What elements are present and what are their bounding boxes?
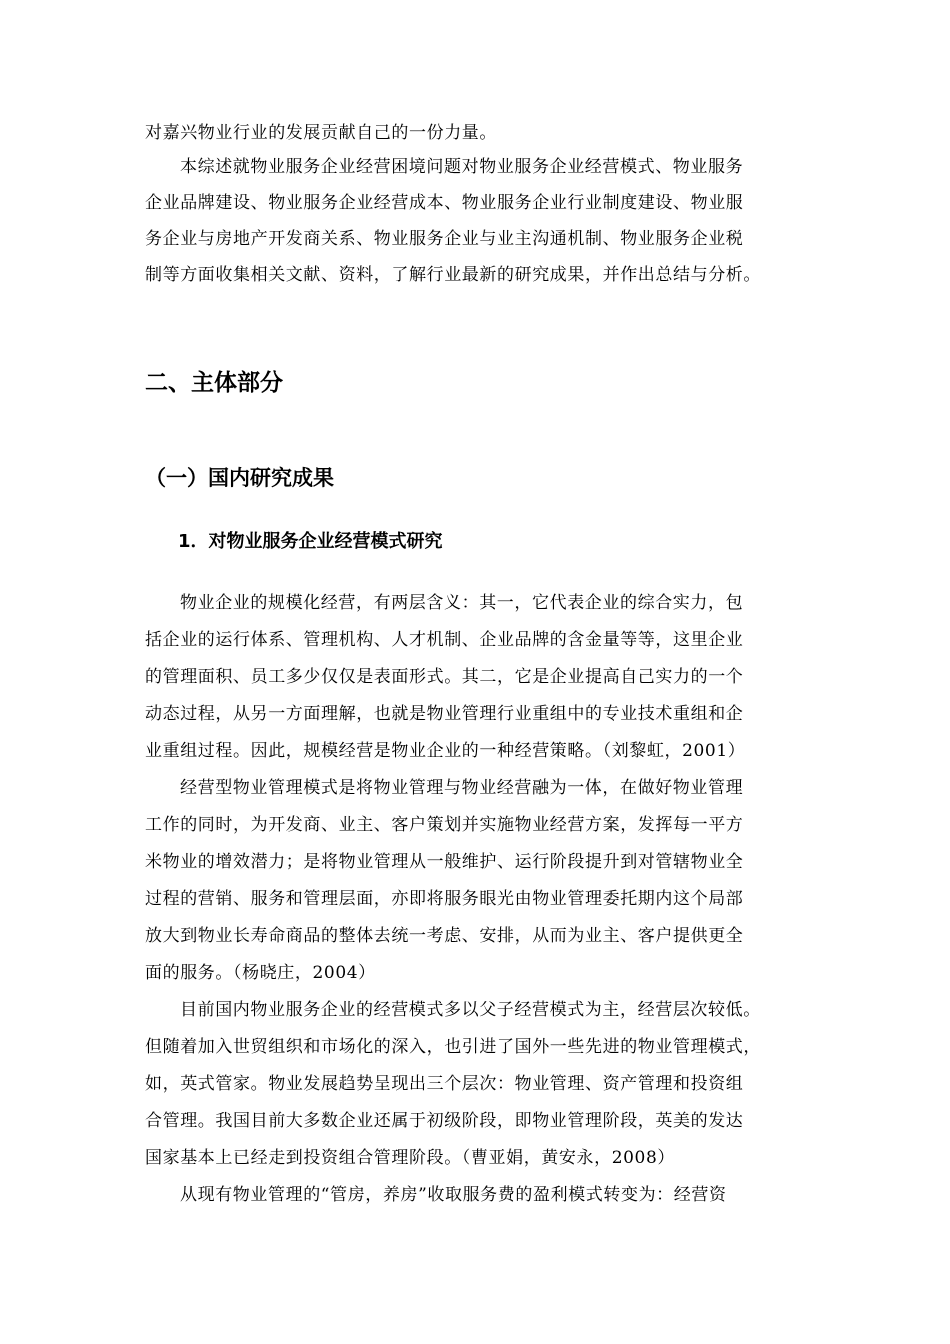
intro-line-1: 对嘉兴物业行业的发展贡献自己的一份力量。 [145,123,497,143]
body-line: 放大到物业长寿命商品的整体去统一考虑、安排，从而为业主、客户提供更全 [145,926,744,946]
intro-line-4: 务企业与房地产开发商关系、物业服务企业与业主沟通机制、物业服务企业税 [145,229,744,249]
body-line: 如，英式管家。物业发展趋势呈现出三个层次：物业管理、资产管理和投资组 [145,1074,744,1094]
body-line: 物业企业的规模化经营，有两层含义：其一，它代表企业的综合实力，包 [180,593,744,613]
section-heading: 二、主体部分 [145,370,283,396]
body-line: 合管理。我国目前大多数企业还属于初级阶段，即物业管理阶段，英美的发达 [145,1111,744,1131]
intro-line-3: 企业品牌建设、物业服务企业经营成本、物业服务企业行业制度建设、物业服 [145,193,744,213]
body-line: 括企业的运行体系、管理机构、人才机制、企业品牌的含金量等等，这里企业 [145,630,744,650]
subsection-heading: （一）国内研究成果 [145,466,334,490]
item-heading: 1．对物业服务企业经营模式研究 [178,531,443,552]
body-line: 的管理面积、员工多少仅仅是表面形式。其二，它是企业提高自己实力的一个 [145,667,744,687]
body-line: 工作的同时，为开发商、业主、客户策划并实施物业经营方案，发挥每一平方 [145,815,744,835]
body-line: 业重组过程。因此，规模经营是物业企业的一种经营策略。（刘黎虹，2001） [145,741,746,761]
body-line: 米物业的增效潜力；是将物业管理从一般维护、运行阶段提升到对管辖物业全 [145,852,744,872]
body-line: 过程的营销、服务和管理层面，亦即将服务眼光由物业管理委托期内这个局部 [145,889,744,909]
body-line: 面的服务。（杨晓庄，2004） [145,963,376,983]
body-line: 动态过程，从另一方面理解，也就是物业管理行业重组中的专业技术重组和企 [145,704,744,724]
intro-line-5: 制等方面收集相关文献、资料，了解行业最新的研究成果，并作出总结与分析。 [145,265,761,285]
body-line: 从现有物业管理的“管房，养房”收取服务费的盈利模式转变为：经营资 [180,1185,727,1205]
body-line: 目前国内物业服务企业的经营模式多以父子经营模式为主，经营层次较低。 [180,1000,761,1020]
body-line: 国家基本上已经走到投资组合管理阶段。（曹亚娟，黄安永，2008） [145,1148,675,1168]
intro-line-2: 本综述就物业服务企业经营困境问题对物业服务企业经营模式、物业服务 [180,157,744,177]
body-line: 但随着加入世贸组织和市场化的深入，也引进了国外一些先进的物业管理模式， [145,1037,761,1057]
body-line: 经营型物业管理模式是将物业管理与物业经营融为一体，在做好物业管理 [180,778,744,798]
